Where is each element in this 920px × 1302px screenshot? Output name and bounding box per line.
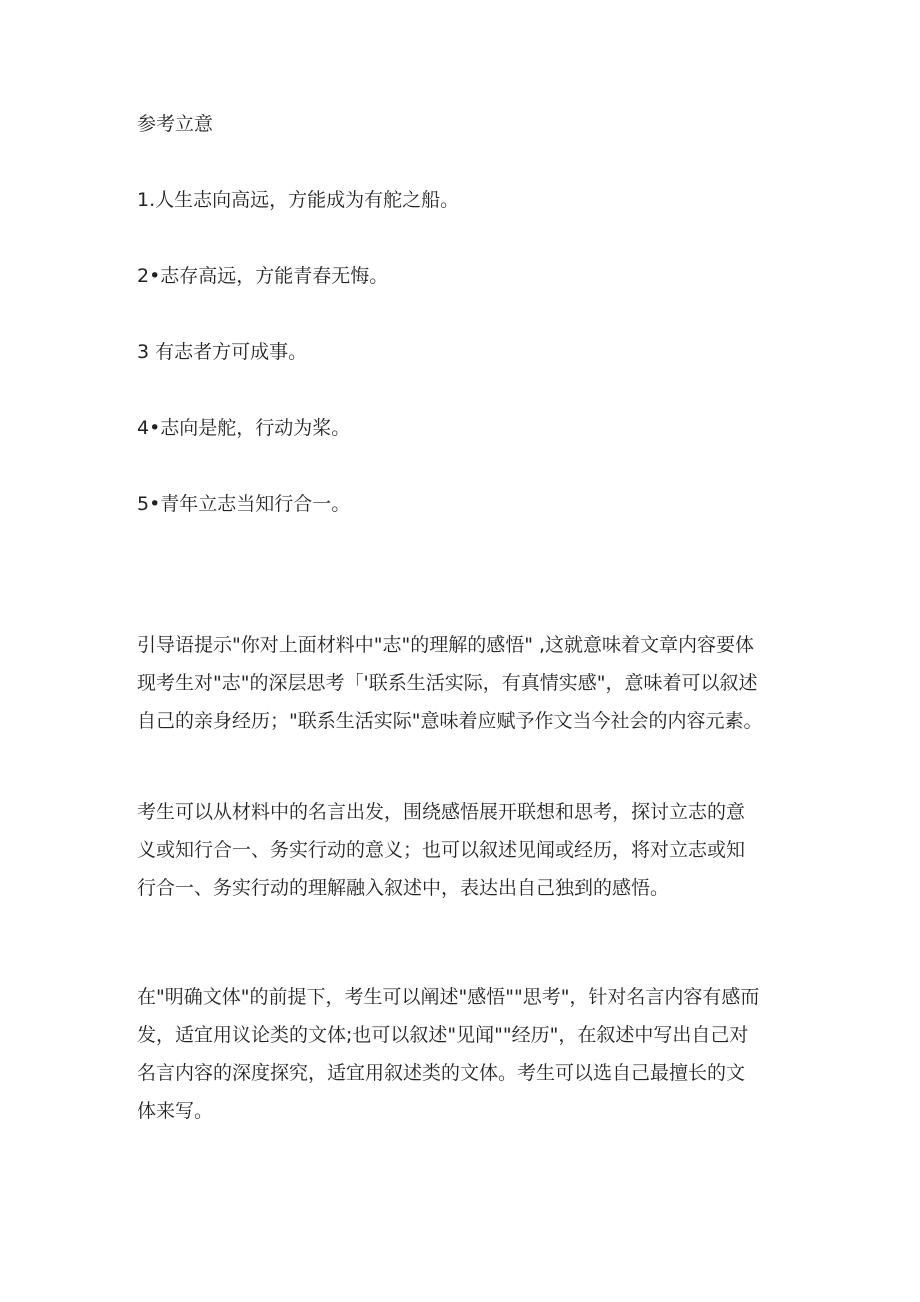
paragraph-line: 名言内容的深度探究，适宜用叙述类的文体。考生可以选自己最擅长的文 <box>137 1062 746 1084</box>
paragraph-line: 行合一、务实行动的理解融入叙述中，表达出自己独到的感悟。 <box>137 877 670 899</box>
paragraph-guidance <box>137 626 802 740</box>
point-item-2: 2•志存高远，方能青春无悔。 <box>137 265 389 287</box>
point-item-4: 4•志向是舵，行动为桨。 <box>137 417 351 439</box>
paragraph-line: 义或知行合一、务实行动的意义；也可以叙述见闻或经历，将对立志或知 <box>137 839 746 861</box>
paragraph-genre <box>137 978 802 1130</box>
point-item-1: 1.人生志向高远，方能成为有舵之船。 <box>137 189 460 211</box>
paragraph-line: 现考生对"志"的深层思考「'联系生活实际，有真情实感"，意味着可以叙述 <box>137 672 758 694</box>
section-heading: 参考立意 <box>137 113 214 135</box>
point-item-3: 3 有志者方可成事。 <box>137 341 308 363</box>
paragraph-line: 自己的亲身经历；"联系生活实际"意味着应赋予作文当今社会的内容元素。 <box>137 710 763 732</box>
paragraph-line: 在"明确文体"的前提下，考生可以阐述"感悟""思考"，针对名言内容有感而 <box>137 986 760 1008</box>
paragraph-approach <box>137 793 802 907</box>
paragraph-line: 引导语提示"你对上面材料中"志"的理解的感悟" ,这就意味着文章内容要体 <box>137 634 755 656</box>
paragraph-line: 发，适宜用议论类的文体;也可以叙述"见闻""经历"，在叙述中写出自己对 <box>137 1024 749 1046</box>
paragraph-line: 考生可以从材料中的名言出发，围绕感悟展开联想和思考，探讨立志的意 <box>137 801 746 823</box>
paragraph-line: 体来写。 <box>137 1100 214 1122</box>
point-item-5: 5•青年立志当知行合一。 <box>137 493 351 515</box>
